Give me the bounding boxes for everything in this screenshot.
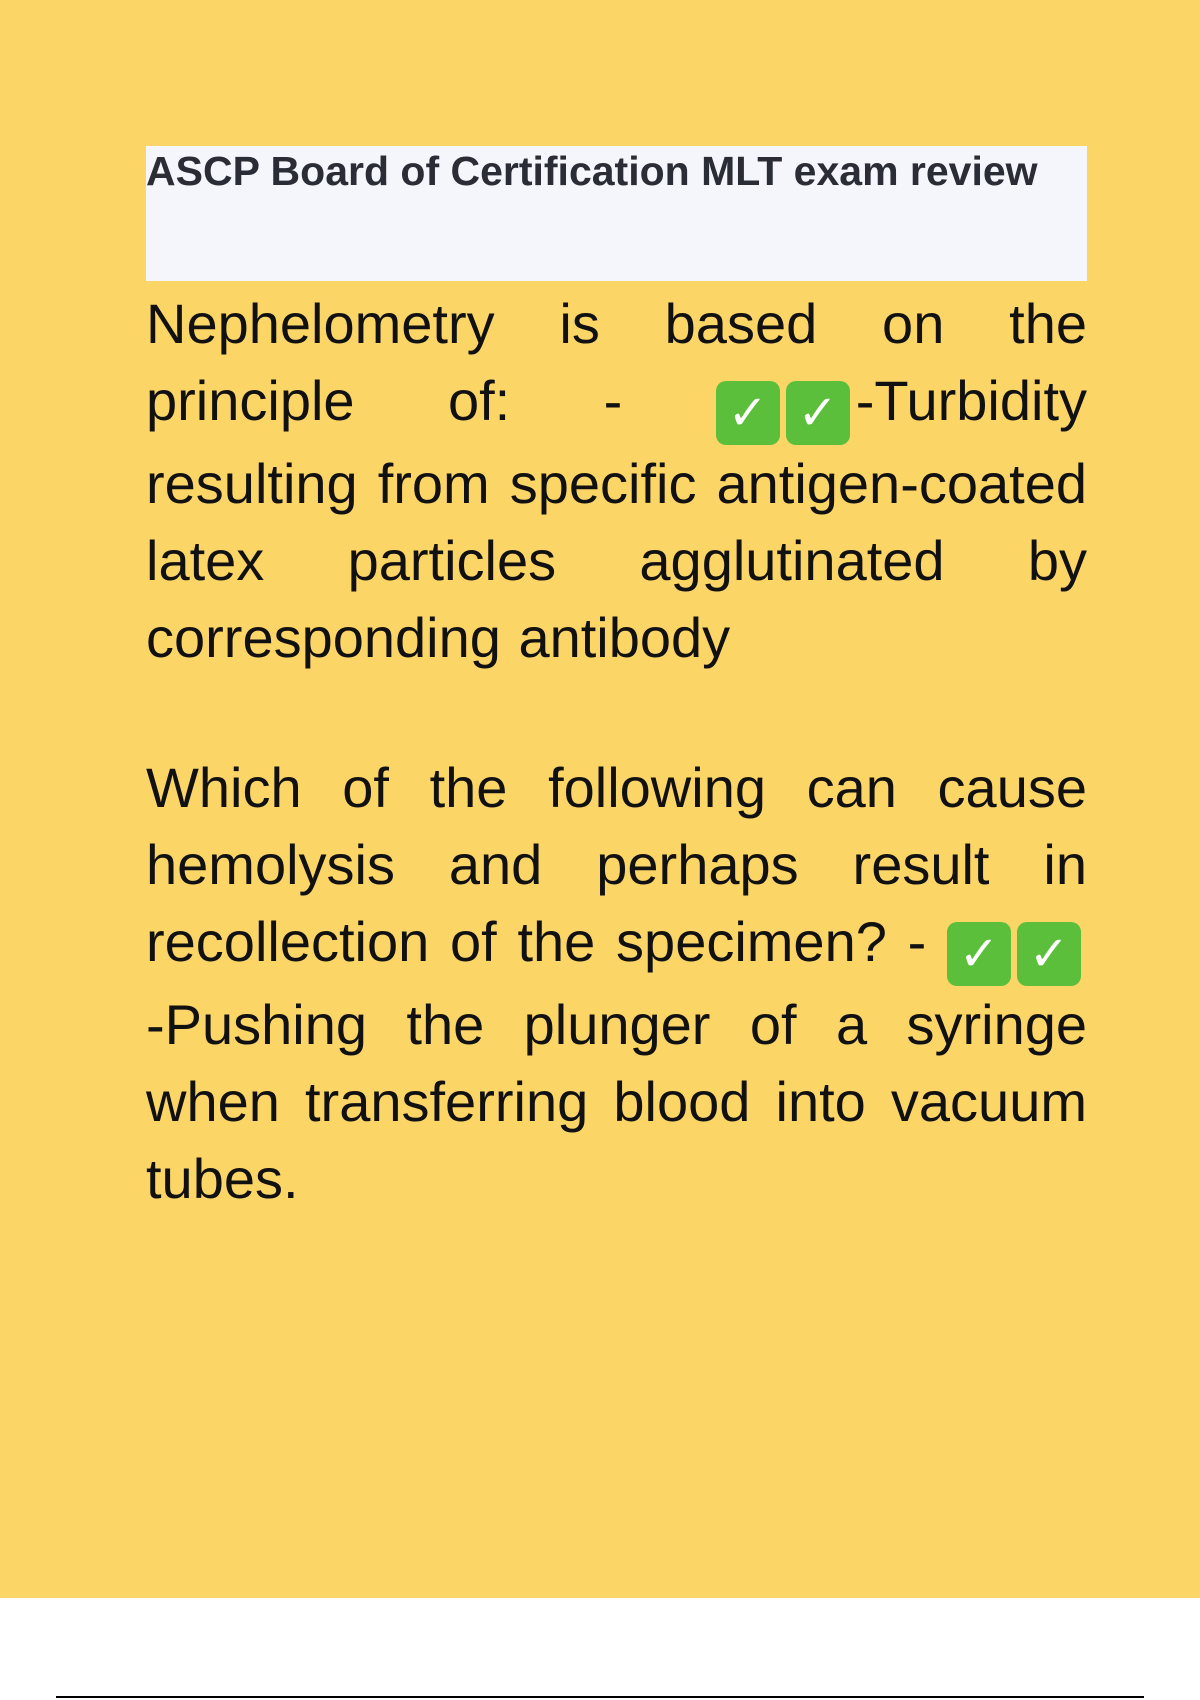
check-mark-icon: ✓ <box>947 922 1011 986</box>
page-content <box>146 146 1087 1217</box>
answer-text: -Turbidity resulting from specific antigen-coated latex particles agglutinated by corresponding antibody <box>146 369 1088 669</box>
footer-divider <box>56 1696 1144 1698</box>
document-title: ASCP Board of Certification MLT exam review <box>146 146 1087 281</box>
answer-text: -Pushing the plunger of a syringe when transferring blood into vacuum tubes. <box>146 993 1087 1210</box>
check-mark-icon: ✓ <box>1017 922 1081 986</box>
qa-item <box>146 749 1087 1217</box>
check-mark-icon: ✓ <box>786 381 850 445</box>
qa-item <box>146 285 1087 676</box>
question-text: Which of the following can cause hemolysis and perhaps result in recollection of the specimen? - <box>146 756 1087 973</box>
check-mark-icon: ✓ <box>716 381 780 445</box>
question-text: Nephelometry is based on the principle of: - <box>146 292 1087 432</box>
